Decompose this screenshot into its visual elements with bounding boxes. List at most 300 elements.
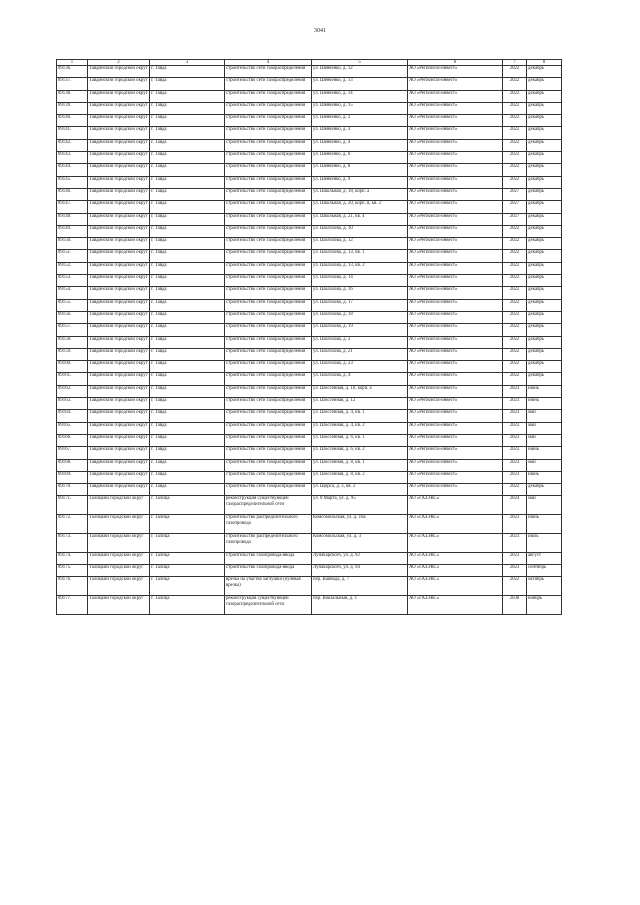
year-cell: 2022 [503, 78, 527, 90]
table-row [57, 471, 562, 483]
month-cell: декабрь [527, 78, 562, 90]
year-cell: 2023 [503, 515, 527, 534]
year-cell: 2022 [503, 336, 527, 348]
table-row [57, 398, 562, 410]
work-type-cell: строительство сети газораспределения [225, 262, 312, 274]
organization-cell: АО «Регионгаз-инвест» [408, 447, 503, 459]
locality-cell: г. Тавда [150, 238, 225, 250]
row-number: 89145. [57, 176, 88, 188]
table-row [57, 447, 562, 459]
organization-cell: АО «Регионгаз-инвест» [408, 102, 503, 114]
locality-cell: г. Тавда [150, 287, 225, 299]
work-type-cell: строительство распределительного газопровода [225, 533, 312, 552]
table-row [57, 336, 562, 348]
row-number: 89175. [57, 565, 88, 577]
month-cell: декабрь [527, 484, 562, 496]
address-cell: ул. Шевченко, д. 9 [312, 176, 408, 188]
locality-cell: г. Тавда [150, 398, 225, 410]
month-cell: декабрь [527, 275, 562, 287]
address-cell: ул. Шевченко, д. 12 [312, 66, 408, 78]
organization-cell: АО «Регионгаз-инвест» [408, 275, 503, 287]
year-cell: 2023 [503, 533, 527, 552]
locality-cell: г. Тавда [150, 66, 225, 78]
month-cell: декабрь [527, 90, 562, 102]
locality-cell: г. Тавда [150, 385, 225, 397]
work-type-cell: строительство сети газораспределения [225, 471, 312, 483]
row-number: 89154. [57, 287, 88, 299]
locality-cell: г. Тавда [150, 484, 225, 496]
address-cell: ул. 8 Марта, ул. д. 95 [312, 496, 408, 515]
address-cell: ул. Шолохова, д. 21 [312, 348, 408, 360]
locality-cell: г. Тавда [150, 471, 225, 483]
row-number: 89159. [57, 348, 88, 360]
locality-cell: г. Тавда [150, 459, 225, 471]
address-cell: ул. Шолохова, д. 18 [312, 311, 408, 323]
year-cell: 2023 [503, 552, 527, 564]
district-cell: Тавдинский городской округ [88, 78, 150, 90]
organization-cell: АО «Регионгаз-инвест» [408, 299, 503, 311]
district-cell: Тавдинский городской округ [88, 250, 150, 262]
district-cell: Тавдинский городской округ [88, 459, 150, 471]
work-type-cell: строительство сети газораспределения [225, 102, 312, 114]
row-number: 89136. [57, 66, 88, 78]
year-cell: 2022 [503, 90, 527, 102]
district-cell: Тавдинский городской округ [88, 361, 150, 373]
row-number: 89138. [57, 90, 88, 102]
organization-cell: АО «Регионгаз-инвест» [408, 90, 503, 102]
organization-cell: АО «Регионгаз-инвест» [408, 287, 503, 299]
district-cell: Тавдинский городской округ [88, 410, 150, 422]
district-cell: Тавдинский городской округ [88, 188, 150, 200]
year-cell: 2027 [503, 213, 527, 225]
locality-cell: г. Талица [150, 596, 225, 615]
address-cell: ул. Шевченко, д. 14 [312, 90, 408, 102]
table-row [57, 496, 562, 515]
year-cell: 2022 [503, 373, 527, 385]
year-cell: 2027 [503, 188, 527, 200]
work-type-cell: строительство сети газораспределения [225, 152, 312, 164]
work-type-cell: строительство сети газораспределения [225, 287, 312, 299]
locality-cell: г. Тавда [150, 176, 225, 188]
table-row [57, 299, 562, 311]
year-cell: 2027 [503, 201, 527, 213]
month-cell: июль [527, 533, 562, 552]
address-cell: ул. Щорса, д. 3, кв. 2 [312, 484, 408, 496]
address-cell: Комсомольская, ул. д. 16а [312, 515, 408, 534]
year-cell: 2023 [503, 410, 527, 422]
row-number: 89165. [57, 422, 88, 434]
table-row [57, 188, 562, 200]
table-body [57, 60, 562, 615]
work-type-cell: строительство распределительного газопровода [225, 515, 312, 534]
year-cell: 2022 [503, 164, 527, 176]
organization-cell: АО «Регионгаз-инвест» [408, 164, 503, 176]
work-type-cell: строительство сети газораспределения [225, 238, 312, 250]
work-type-cell: строительство сети газораспределения [225, 201, 312, 213]
year-cell: 2022 [503, 262, 527, 274]
year-cell: 2024 [503, 496, 527, 515]
district-cell: Талицкий городской округ [88, 496, 150, 515]
district-cell: Тавдинский городской округ [88, 139, 150, 151]
address-cell: ул. Шоссейная, д. 4, кв. 1 [312, 410, 408, 422]
organization-cell: АО «Регионгаз-инвест» [408, 238, 503, 250]
month-cell: июнь [527, 471, 562, 483]
month-cell: декабрь [527, 213, 562, 225]
district-cell: Тавдинский городской округ [88, 484, 150, 496]
month-cell: октябрь [527, 577, 562, 596]
work-type-cell: врезка на участке заглушки (нулевая врезка) [225, 577, 312, 596]
table-row [57, 348, 562, 360]
month-cell: декабрь [527, 373, 562, 385]
month-cell: декабрь [527, 250, 562, 262]
address-cell: ул. Шевченко, д. 13 [312, 78, 408, 90]
address-cell: ул. Шоссейная, д. 8, кв. 1 [312, 459, 408, 471]
work-type-cell: строительство сети газораспределения [225, 275, 312, 287]
district-cell: Талицкий городской округ [88, 596, 150, 615]
locality-cell: г. Тавда [150, 336, 225, 348]
work-type-cell: строительство сети газораспределения [225, 164, 312, 176]
address-cell: ул. Шоссейная, д. 6, кв. 2 [312, 447, 408, 459]
month-cell: декабрь [527, 262, 562, 274]
row-number: 89142. [57, 139, 88, 151]
year-cell: 2022 [503, 66, 527, 78]
row-number: 89150. [57, 238, 88, 250]
locality-cell: г. Тавда [150, 262, 225, 274]
table-row [57, 596, 562, 615]
month-cell: декабрь [527, 127, 562, 139]
row-number: 89143. [57, 152, 88, 164]
district-cell: Талицкий городской округ [88, 552, 150, 564]
work-type-cell: строительство сети газораспределения [225, 66, 312, 78]
work-type-cell: строительство сети газораспределения [225, 225, 312, 237]
year-cell: 2022 [503, 287, 527, 299]
column-header: 1 [57, 60, 88, 66]
district-cell: Тавдинский городской округ [88, 348, 150, 360]
locality-cell: г. Тавда [150, 434, 225, 446]
district-cell: Тавдинский городской округ [88, 373, 150, 385]
row-number: 89169. [57, 471, 88, 483]
month-cell: май [527, 496, 562, 515]
work-type-cell: строительство сети газораспределения [225, 176, 312, 188]
table-row [57, 250, 562, 262]
address-cell: ул. Шевченко, д. 2 [312, 115, 408, 127]
address-cell: ул. Шоссейная, д. 8, кв. 2 [312, 471, 408, 483]
year-cell: 2022 [503, 324, 527, 336]
row-number: 89168. [57, 459, 88, 471]
work-type-cell: строительство газопровода-ввода [225, 565, 312, 577]
locality-cell: г. Тавда [150, 102, 225, 114]
work-type-cell: строительство сети газораспределения [225, 139, 312, 151]
year-cell: 2023 [503, 459, 527, 471]
row-number: 89166. [57, 434, 88, 446]
work-type-cell: строительство сети газораспределения [225, 459, 312, 471]
table-row [57, 373, 562, 385]
organization-cell: АО «Регионгаз-инвест» [408, 471, 503, 483]
address-cell: Луначарского, ул. д. 94 [312, 565, 408, 577]
organization-cell: АО «Регионгаз-инвест» [408, 385, 503, 397]
organization-cell: АО «Регионгаз-инвест» [408, 348, 503, 360]
address-cell: ул. Шолохова, д. 19 [312, 324, 408, 336]
year-cell: 2038 [503, 596, 527, 615]
district-cell: Тавдинский городской округ [88, 201, 150, 213]
month-cell: май [527, 410, 562, 422]
district-cell: Талицкий городской округ [88, 565, 150, 577]
district-cell: Тавдинский городской округ [88, 324, 150, 336]
address-cell: ул. Шолохова, д. 10 [312, 225, 408, 237]
locality-cell: г. Тавда [150, 373, 225, 385]
row-number: 89176. [57, 577, 88, 596]
year-cell: 2023 [503, 471, 527, 483]
locality-cell: г. Тавда [150, 324, 225, 336]
table-row [57, 66, 562, 78]
month-cell: май [527, 434, 562, 446]
table-row [57, 385, 562, 397]
address-cell: ул. Шолохова, д. 4 [312, 373, 408, 385]
year-cell: 2022 [503, 152, 527, 164]
row-number: 89141. [57, 127, 88, 139]
locality-cell: г. Тавда [150, 115, 225, 127]
month-cell: сентябрь [527, 565, 562, 577]
address-cell: ул. Школьная, д. 21, кв. 4 [312, 213, 408, 225]
row-number: 89162. [57, 385, 88, 397]
table-row [57, 102, 562, 114]
table-row [57, 275, 562, 287]
address-cell: ул. Шолохова, д. 16 [312, 287, 408, 299]
row-number: 89155. [57, 299, 88, 311]
organization-cell: АО «Регионгаз-инвест» [408, 434, 503, 446]
address-cell: ул. Шоссейная, д. 10, корп. а [312, 385, 408, 397]
month-cell: декабрь [527, 201, 562, 213]
month-cell: декабрь [527, 324, 562, 336]
column-header: 2 [88, 60, 150, 66]
locality-cell: г. Тавда [150, 78, 225, 90]
month-cell: декабрь [527, 115, 562, 127]
organization-cell: АО «Регионгаз-инвест» [408, 311, 503, 323]
district-cell: Тавдинский городской округ [88, 434, 150, 446]
locality-cell: г. Тавда [150, 152, 225, 164]
month-cell: ноябрь [527, 596, 562, 615]
district-cell: Тавдинский городской округ [88, 311, 150, 323]
district-cell: Тавдинский городской округ [88, 90, 150, 102]
district-cell: Тавдинский городской округ [88, 176, 150, 188]
year-cell: 2023 [503, 398, 527, 410]
address-cell: ул. Шолохова, д. 13, кв. 1 [312, 250, 408, 262]
table-row [57, 434, 562, 446]
locality-cell: г. Тавда [150, 164, 225, 176]
address-cell: ул. Шевченко, д. 3 [312, 127, 408, 139]
table-row [57, 115, 562, 127]
district-cell: Тавдинский городской округ [88, 238, 150, 250]
work-type-cell: реконструкция существующей газораспределительной сети [225, 496, 312, 515]
column-header: 8 [527, 60, 562, 66]
month-cell: декабрь [527, 152, 562, 164]
work-type-cell: строительство сети газораспределения [225, 410, 312, 422]
year-cell: 2022 [503, 176, 527, 188]
row-number: 89177. [57, 596, 88, 615]
row-number: 89174. [57, 552, 88, 564]
organization-cell: АО «ГАЗЭКС» [408, 565, 503, 577]
year-cell: 2023 [503, 422, 527, 434]
table-row [57, 213, 562, 225]
row-number: 89153. [57, 275, 88, 287]
work-type-cell: строительство сети газораспределения [225, 434, 312, 446]
year-cell: 2022 [503, 139, 527, 151]
district-cell: Тавдинский городской округ [88, 447, 150, 459]
table-row [57, 552, 562, 564]
district-cell: Тавдинский городской округ [88, 152, 150, 164]
district-cell: Тавдинский городской округ [88, 127, 150, 139]
row-number: 89151. [57, 250, 88, 262]
work-type-cell: строительство сети газораспределения [225, 250, 312, 262]
locality-cell: г. Тавда [150, 213, 225, 225]
district-cell: Тавдинский городской округ [88, 213, 150, 225]
table-row [57, 410, 562, 422]
column-header: 5 [312, 60, 408, 66]
row-number: 89158. [57, 336, 88, 348]
address-cell: ул. Шолохова, д. 12 [312, 238, 408, 250]
table-row [57, 262, 562, 274]
row-number: 89144. [57, 164, 88, 176]
table-row [57, 90, 562, 102]
month-cell: декабрь [527, 139, 562, 151]
work-type-cell: строительство сети газораспределения [225, 115, 312, 127]
work-type-cell: строительство сети газораспределения [225, 361, 312, 373]
locality-cell: г. Талица [150, 565, 225, 577]
table-row [57, 324, 562, 336]
table-row [57, 577, 562, 596]
district-cell: Тавдинский городской округ [88, 422, 150, 434]
work-type-cell: строительство сети газораспределения [225, 484, 312, 496]
organization-cell: АО «Регионгаз-инвест» [408, 398, 503, 410]
column-header: 4 [225, 60, 312, 66]
district-cell: Тавдинский городской округ [88, 164, 150, 176]
row-number: 89160. [57, 361, 88, 373]
row-number: 89161. [57, 373, 88, 385]
table-row [57, 459, 562, 471]
district-cell: Тавдинский городской округ [88, 115, 150, 127]
organization-cell: АО «Регионгаз-инвест» [408, 422, 503, 434]
row-number: 89172. [57, 515, 88, 534]
organization-cell: АО «Регионгаз-инвест» [408, 484, 503, 496]
organization-cell: АО «ГАЗЭКС» [408, 596, 503, 615]
address-cell: пер. Вайвода, д. 7 [312, 577, 408, 596]
locality-cell: г. Талица [150, 552, 225, 564]
address-cell: ул. Шолохова, д. 23 [312, 361, 408, 373]
locality-cell: г. Тавда [150, 139, 225, 151]
locality-cell: г. Тавда [150, 447, 225, 459]
locality-cell: г. Тавда [150, 311, 225, 323]
organization-cell: АО «ГАЗЭКС» [408, 515, 503, 534]
year-cell: 2022 [503, 484, 527, 496]
year-cell: 2022 [503, 361, 527, 373]
year-cell: 2022 [503, 299, 527, 311]
district-cell: Тавдинский городской округ [88, 287, 150, 299]
district-cell: Талицкий городской округ [88, 577, 150, 596]
organization-cell: АО «Регионгаз-инвест» [408, 225, 503, 237]
district-cell: Талицкий городской округ [88, 533, 150, 552]
address-cell: ул. Школьная, д. 18, корп. а [312, 188, 408, 200]
locality-cell: г. Тавда [150, 225, 225, 237]
column-header: 7 [503, 60, 527, 66]
district-cell: Тавдинский городской округ [88, 66, 150, 78]
table-row [57, 287, 562, 299]
table-row [57, 152, 562, 164]
address-cell: ул. Шоссейная, д. 6, кв. 1 [312, 434, 408, 446]
year-cell: 2022 [503, 250, 527, 262]
organization-cell: АО «Регионгаз-инвест» [408, 139, 503, 151]
month-cell: декабрь [527, 287, 562, 299]
organization-cell: АО «Регионгаз-инвест» [408, 262, 503, 274]
organization-cell: АО «Регионгаз-инвест» [408, 373, 503, 385]
year-cell: 2023 [503, 434, 527, 446]
locality-cell: г. Тавда [150, 275, 225, 287]
address-cell: Комсомольская, ул. д. 3 [312, 533, 408, 552]
district-cell: Тавдинский городской округ [88, 385, 150, 397]
year-cell: 2022 [503, 275, 527, 287]
work-type-cell: строительство сети газораспределения [225, 127, 312, 139]
table-row [57, 78, 562, 90]
table-row [57, 515, 562, 534]
address-cell: ул. Шевченко, д. 15 [312, 102, 408, 114]
month-cell: декабрь [527, 176, 562, 188]
locality-cell: г. Тавда [150, 410, 225, 422]
year-cell: 2023 [503, 385, 527, 397]
table-row [57, 127, 562, 139]
locality-cell: г. Тавда [150, 201, 225, 213]
work-type-cell: строительство сети газораспределения [225, 324, 312, 336]
work-type-cell: строительство сети газораспределения [225, 398, 312, 410]
organization-cell: АО «Регионгаз-инвест» [408, 459, 503, 471]
organization-cell: АО «Регионгаз-инвест» [408, 324, 503, 336]
address-cell: ул. Шевченко, д. 6 [312, 152, 408, 164]
district-cell: Тавдинский городской округ [88, 225, 150, 237]
organization-cell: АО «ГАЗЭКС» [408, 533, 503, 552]
locality-cell: г. Тавда [150, 361, 225, 373]
address-cell: ул. Шолохова, д. 17 [312, 299, 408, 311]
table-row [57, 361, 562, 373]
locality-cell: г. Тавда [150, 299, 225, 311]
organization-cell: АО «Регионгаз-инвест» [408, 78, 503, 90]
page-number: 3041 [314, 28, 326, 34]
month-cell: август [527, 552, 562, 564]
row-number: 89164. [57, 410, 88, 422]
district-cell: Тавдинский городской округ [88, 262, 150, 274]
year-cell: 2022 [503, 238, 527, 250]
locality-cell: г. Талица [150, 577, 225, 596]
row-number: 89140. [57, 115, 88, 127]
locality-cell: г. Тавда [150, 188, 225, 200]
locality-cell: г. Тавда [150, 422, 225, 434]
month-cell: декабрь [527, 102, 562, 114]
locality-cell: г. Тавда [150, 127, 225, 139]
work-type-cell: строительство сети газораспределения [225, 299, 312, 311]
district-cell: Тавдинский городской округ [88, 102, 150, 114]
month-cell: июнь [527, 447, 562, 459]
address-cell: ул. Шевченко, д. 4 [312, 139, 408, 151]
district-cell: Тавдинский городской округ [88, 275, 150, 287]
table-row [57, 422, 562, 434]
month-cell: декабрь [527, 299, 562, 311]
month-cell: июнь [527, 385, 562, 397]
row-number: 89147. [57, 201, 88, 213]
work-type-cell: строительство сети газораспределения [225, 311, 312, 323]
row-number: 89173. [57, 533, 88, 552]
organization-cell: АО «ГАЗЭКС» [408, 496, 503, 515]
month-cell: декабрь [527, 361, 562, 373]
year-cell: 2022 [503, 577, 527, 596]
table-row [57, 565, 562, 577]
year-cell: 2022 [503, 311, 527, 323]
